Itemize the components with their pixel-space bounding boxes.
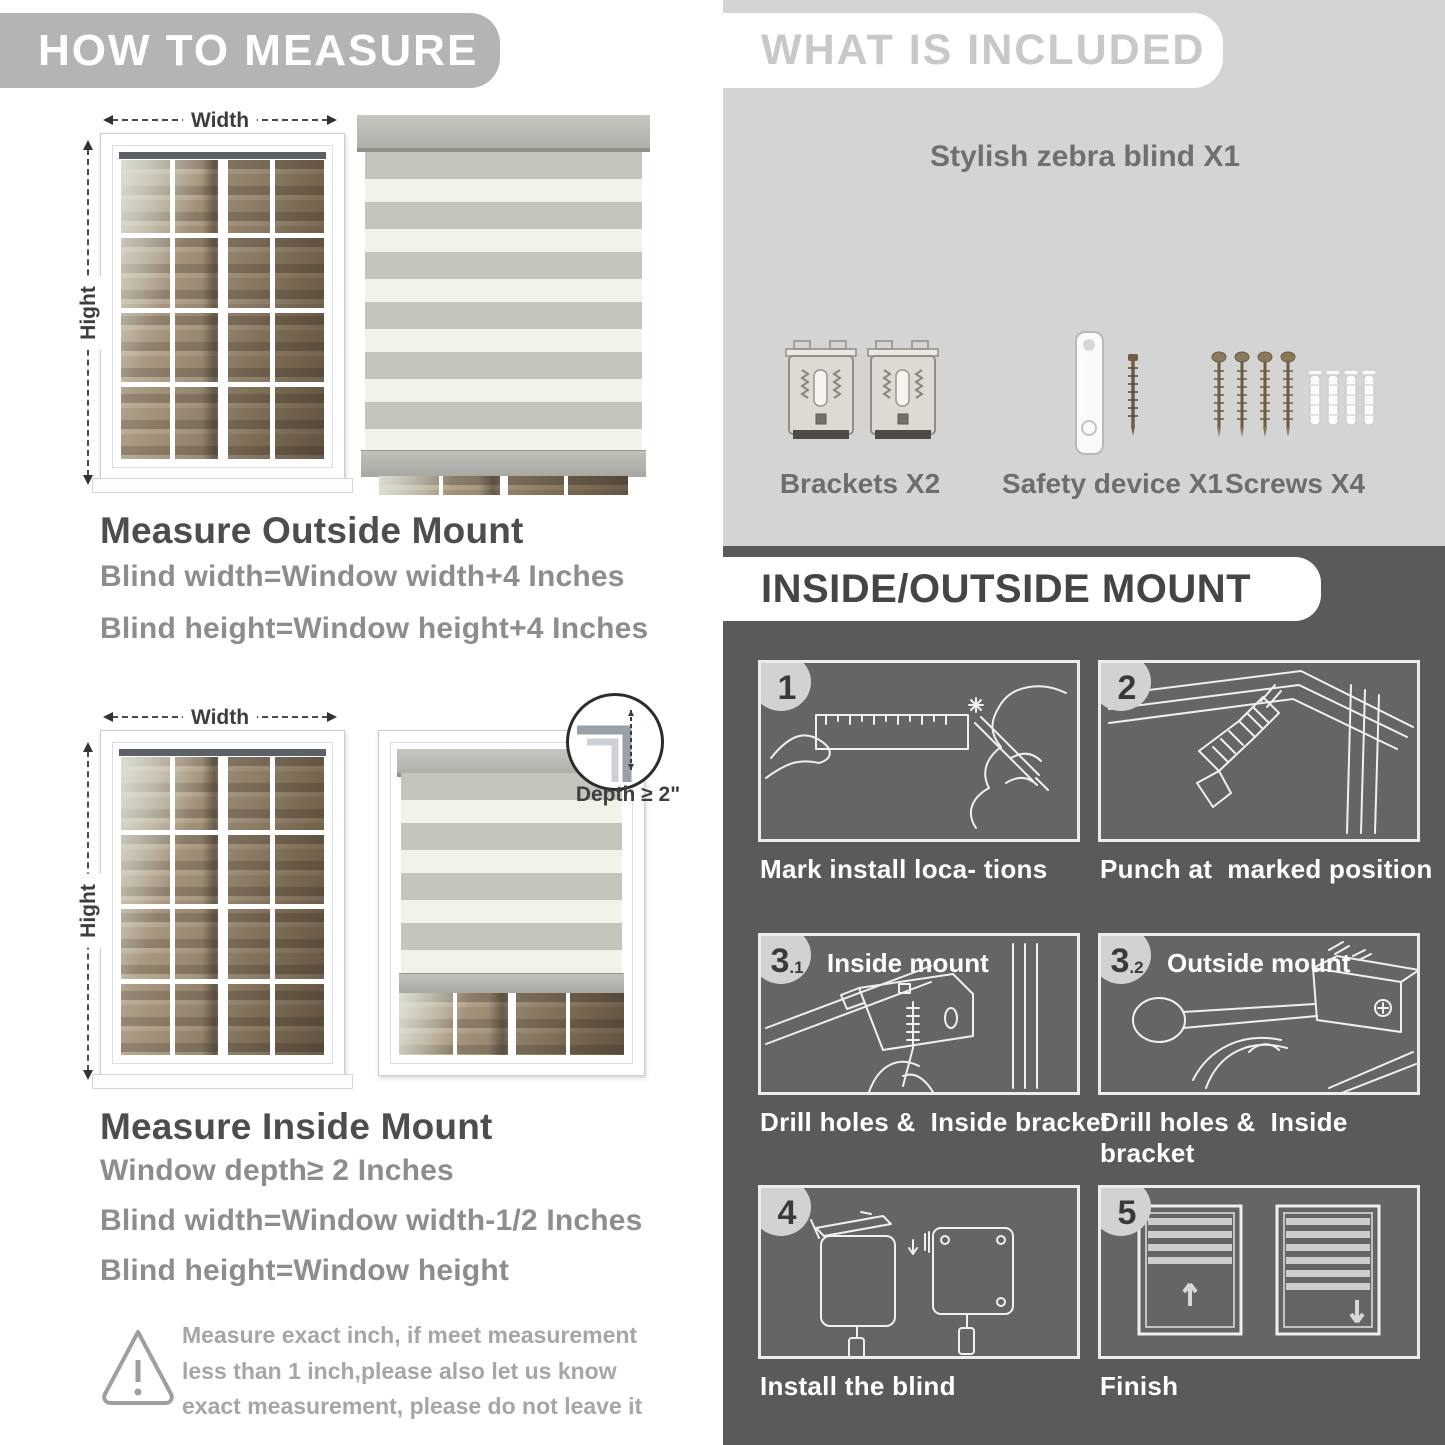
width-arrow-outside	[103, 110, 337, 132]
arrow-left-icon	[103, 712, 113, 722]
height-arrow-inside	[78, 742, 100, 1080]
step-number-badge	[1098, 933, 1151, 984]
arrow-down-icon	[83, 475, 93, 485]
window-sill	[92, 478, 353, 493]
arrow-right-icon	[327, 115, 337, 125]
measure-header-banner	[0, 13, 500, 88]
step-3-2-caption: Drill holes & Inside bracket	[1100, 1107, 1356, 1168]
height-arrow-outside	[78, 140, 100, 485]
step-number: 5	[1117, 1193, 1137, 1232]
step-3-2-panel	[1098, 933, 1420, 1095]
window-sill	[92, 1074, 353, 1089]
width-label: Width	[183, 109, 257, 133]
arrow-up-icon	[83, 742, 93, 752]
window-inside-diagram	[100, 730, 345, 1076]
blind-fabric	[365, 152, 642, 450]
included-header-banner	[723, 13, 1223, 88]
measure-header-text: HOW TO MEASURE	[38, 25, 479, 75]
blind-item-label: Stylish zebra blind X1	[929, 140, 1241, 173]
outside-mount-line1: Blind width=Window width+4 Inches	[100, 560, 625, 593]
inside-mount-line3: Blind height=Window height	[100, 1254, 510, 1287]
measure-note: Measure exact inch, if meet measurement less than 1 inch,please also let us know exact measurement, please do not leave it	[182, 1322, 643, 1420]
width-label: Width	[183, 706, 257, 730]
window-frame	[112, 742, 333, 1064]
window-glass	[121, 160, 324, 459]
step-number: 2	[1117, 668, 1137, 707]
step-number: 1	[777, 668, 797, 707]
safety-device-icon	[1048, 328, 1173, 463]
arrow-left-icon	[103, 115, 113, 125]
step-3-1-label: Inside mount	[827, 948, 989, 978]
mount-header-text: INSIDE/OUTSIDE MOUNT	[761, 566, 1252, 611]
inside-mount-heading: Measure Inside Mount	[100, 1106, 493, 1147]
step-number: 3	[1110, 941, 1130, 980]
warning-triangle-icon	[98, 1322, 178, 1414]
window-outside-diagram	[100, 133, 345, 480]
depth-callout-circle	[566, 693, 664, 791]
step-subnumber: .2	[1129, 958, 1144, 977]
outside-mount-heading: Measure Outside Mount	[100, 510, 524, 551]
arrow-right-icon	[327, 712, 337, 722]
height-label: Hight	[77, 874, 101, 948]
inside-mount-line1: Window depth≥ 2 Inches	[100, 1154, 454, 1187]
window-head-strip	[119, 152, 326, 159]
bracket-icon	[782, 336, 942, 466]
depth-label: Depth ≥ 2"	[575, 783, 681, 806]
arrow-down-icon	[83, 1070, 93, 1080]
window-corner-zoom-icon	[569, 696, 661, 788]
screws-label: Screws X4	[1224, 468, 1366, 499]
step-3-2-label: Outside mount	[1167, 948, 1351, 978]
height-label: Hight	[77, 276, 101, 350]
window-below-blind	[379, 476, 628, 495]
brackets-label: Brackets X2	[779, 468, 941, 499]
arrow-up-icon	[83, 140, 93, 150]
step-2-panel	[1098, 660, 1420, 842]
window-glass	[121, 757, 324, 1055]
step-4-caption: Install the blind	[760, 1371, 956, 1401]
step-number-badge	[758, 933, 811, 984]
screws-icon	[1207, 343, 1377, 458]
step-1-panel	[758, 660, 1080, 842]
step-number: 4	[777, 1193, 797, 1232]
step-number: 3	[770, 941, 790, 980]
width-arrow-inside	[103, 707, 337, 729]
safety-device-label: Safety device X1	[1001, 468, 1224, 499]
window-head-strip	[119, 749, 326, 756]
blind-bottom-rail	[399, 973, 624, 994]
step-subnumber: .1	[789, 958, 804, 977]
zebra-blind-outside-diagram	[357, 115, 650, 495]
blind-bottom-rail	[361, 450, 646, 477]
mount-header-banner	[723, 557, 1321, 621]
window-frame	[112, 145, 333, 468]
step-3-1-caption: Drill holes & Inside bracket	[760, 1107, 1110, 1137]
window-below-blind	[399, 993, 624, 1055]
step-3-1-panel	[758, 933, 1080, 1095]
step-1-caption: Mark install loca- tions	[760, 854, 1048, 884]
step-5-caption: Finish	[1100, 1371, 1179, 1401]
outside-mount-line2: Blind height=Window height+4 Inches	[100, 612, 649, 645]
step-2-caption: Punch at marked position	[1100, 854, 1433, 884]
blind-cassette	[357, 115, 650, 152]
step-4-panel	[758, 1185, 1080, 1359]
included-header-text: WHAT IS INCLUDED	[761, 26, 1206, 74]
inside-mount-line2: Blind width=Window width-1/2 Inches	[100, 1204, 643, 1237]
step-5-panel	[1098, 1185, 1420, 1359]
